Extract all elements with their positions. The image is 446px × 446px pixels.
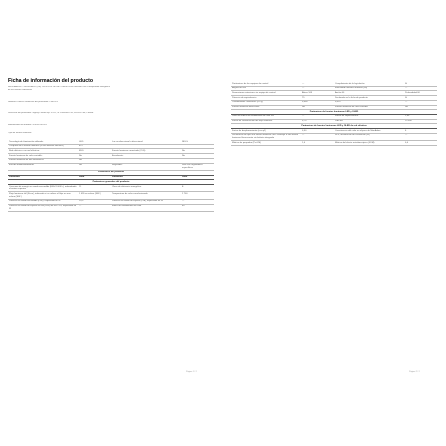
parameter-cell: Fuente luminosa direccional [231,105,301,110]
value-cell: 0,50 [301,129,334,134]
parameter-cell: Parámetros de los equipos de control [231,82,301,86]
parameter-cell: Fuente luminosa de color variable [334,105,404,110]
parameter-cell: Valor del índice de rendimiento de color R9 [231,114,301,119]
parameter-cell: Luz no direccional o direccional: [111,140,181,144]
value-cell: — [404,100,437,105]
value-cell: Valor [78,175,111,180]
value-cell: No [181,154,214,159]
parameter-cell: Regulable: [111,163,181,170]
parameter-cell: Intensidad luminosa máxima (cd) [334,86,404,91]
value-cell: No [181,149,214,154]
parameter-cell: Potencia en modo de espera en red (Pnet) de las CLS, expresada en W [9,205,77,210]
parameter-cell: Factor de conservación del flujo luminoso [231,119,301,124]
value-cell: Altura 108 [301,91,334,96]
value-cell: NDLS [181,140,214,144]
parameter-cell: Declaración de que una fuente luminosa LED sustituye a una fuente luminosa fluorescente sin balasto integrado [231,133,301,140]
section-title: Parámetros de fuentes luminosas LED y OLED [231,110,437,115]
table-row [8,192,214,199]
parameter-cell: Red eléctrica o no red eléctrica: [8,149,78,154]
parameter-cell: Dimensiones exteriores sin equipo de control [231,91,301,96]
regulation-line-2: de las fuentes luminosas [8,89,33,91]
model-identifier: Identificador del modelo: 929002243101 [8,124,48,126]
parameter-cell: Potencia de equivalencia [231,96,301,101]
parameter-cell: Envolvente: [111,154,181,159]
parameter-cell: Factor de desplazamiento (cos φ1) [231,129,301,134]
section-title: Parámetros de fuentes luminosas LED y OLED de red eléctrica [231,124,437,129]
value-cell: — [181,199,214,204]
parameter-cell: Fuente luminosa de alta luminancia: [8,158,78,163]
right-parameters-table [231,82,437,146]
value-cell: LED [78,140,111,144]
value-cell: 1,00 [404,114,437,119]
value-cell: 1 055 en esfera (360°) [78,192,111,199]
table-row [8,185,214,192]
value-cell: 0,4 [404,141,437,146]
parameter-cell: 0,410 [334,100,404,105]
value-cell: Solo con reguladores específicos [181,163,214,170]
value-cell: MLS [78,149,111,154]
regulation-line: REGLAMENTO DELEGADO (UE) 2019/2015 DE LA COMISIÓN en relación con el etiquetado energético [8,86,110,88]
parameter-cell: Métrica de parpadeo (Pst LM) [231,141,301,146]
value-cell: — [301,133,334,140]
supplier-name: Nombre o marca comercial del proveedor: PHILIPS [8,101,58,103]
table-row [231,133,437,140]
value-cell: 0,70 [301,119,334,124]
value-cell: 1,0 [301,141,334,146]
parameter-cell: Vida útil [334,119,404,124]
table-row [8,163,214,170]
parameter-cell: Ángulo de haz [231,86,301,91]
value-cell: — [78,204,111,211]
parameter-cell: Potencia en modo encendido (Pon), expresada en W [8,199,78,204]
value-cell: Sí [404,96,437,101]
parameter-cell: Consistencia del color en elipses de MacAdam [334,129,404,134]
parameter-cell: Si sí, declaración de sustitución (W) [334,133,404,140]
value-cell: 80 [181,204,214,211]
section-title: Parámetros generales del producto [8,180,214,185]
value-cell: 10,5 [78,199,111,204]
value-cell: Profundidad 60 [404,91,437,96]
table-row [231,141,437,146]
parameter-cell: Factor de supervivencia [334,114,404,119]
value-cell: No [78,158,111,163]
parameter-cell: Coordenadas cromáticas (x e y) [231,100,301,105]
page-number: Página 2 / 2 [409,371,420,373]
parameter-cell: Ancho 60 [334,91,404,96]
parameter-cell: Métrica del efecto estroboscópico (SVM) [334,141,404,146]
parameter-cell: Cumplimiento de la legislación [334,82,404,86]
value-cell: Sí [404,82,437,86]
section-title: Parámetros del producto [8,170,214,175]
table-row [8,204,214,211]
parameter-cell: Clase de eficiencia energética [111,185,181,192]
parameter-cell: Escudo antideslumbrante: [8,163,78,170]
parameter-cell: Parámetro [8,175,78,180]
value-cell: 11 [78,185,111,192]
value-cell: 6 [404,129,437,134]
value-cell: — [301,86,334,91]
parameter-cell: Declarada en la ficha de producto [334,96,404,101]
left-parameters-table [8,140,214,212]
document-title: Ficha de información del producto [8,78,94,84]
value-cell: No [78,163,111,170]
value-cell: No [78,154,111,159]
parameter-cell: Potencia en modo de espera (Psb), expresada en W [111,199,181,204]
value-cell: 15 000 [404,119,437,124]
parameter-cell: Fuente luminosa conectada (CLS): [111,149,181,154]
value-cell: — [301,114,334,119]
value-cell: — [404,86,437,91]
product-sheet-page-2 [223,0,446,446]
value-cell: — [404,133,437,140]
value-cell: No [301,105,334,110]
parameter-cell: Consumo de energía en modo encendido (kWh/1 000 h), redondeado al entero superior [9,185,77,191]
parameter-cell: Fuente luminosa de color variable: [8,154,78,159]
parameter-cell: Tecnología de iluminación utilizada: [8,140,78,144]
parameter-cell: Temperatura de color correlacionada [111,192,181,199]
value-cell: E [181,185,214,192]
value-cell: No [404,105,437,110]
parameter-cell: Parámetro [111,175,181,180]
value-cell: 75 [301,96,334,101]
value-cell: Valor [181,175,214,180]
light-source-type-label: Tipo de fuente luminosa: [8,132,32,134]
value-cell: — [301,82,334,86]
value-cell: E27 [78,144,111,149]
parameter-cell: Casquillo de la fuente luminosa (u otra interfaz eléctrica) [8,144,78,149]
parameter-cell: Índice de rendimiento de color [111,204,181,211]
page-number: Página 1 / 2 [186,371,197,373]
value-cell: 0,460 [301,100,334,105]
value-cell: 2 700 [181,192,214,199]
parameter-cell: Flujo luminoso útil (Φuse), indicando si se refiere al flujo en una esfera (360°) [8,192,78,199]
supplier-address: Dirección del proveedor: Signify Poland Sp. z o.o., ul. Kossaka 150, 64-920 Piła, Poland [8,112,94,114]
